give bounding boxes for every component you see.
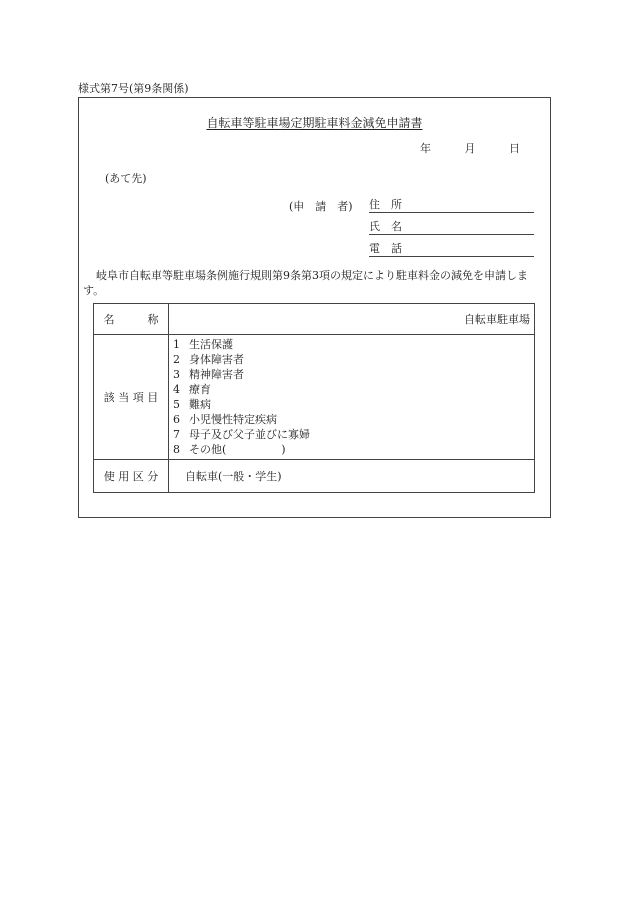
usage-category-value[interactable]: 自転車(一般・学生) [169, 460, 535, 493]
list-item[interactable]: 1 生活保護 [173, 338, 233, 351]
list-item[interactable]: 8 その他( ) [173, 443, 286, 456]
phone-label: 電 話 [369, 242, 402, 255]
usage-category-label: 使 用 区 分 [94, 460, 169, 493]
address-field[interactable] [369, 196, 534, 213]
date-line [420, 140, 520, 156]
form-title-text: 自転車等駐車場定期駐車料金減免申請書 [206, 116, 423, 130]
facility-name-row [94, 304, 535, 335]
facility-name-value: 自転車駐車場 [169, 304, 535, 335]
list-item[interactable]: 7 母子及び父子並びに寡婦 [173, 428, 310, 441]
name-label: 氏 名 [369, 220, 402, 233]
usage-category-row [94, 460, 535, 493]
list-item[interactable]: 2 身体障害者 [173, 353, 244, 366]
application-statement: 岐阜市自転車等駐車場条例施行規則第9条第3項の規定により駐車料金の減免を申請します。 [83, 269, 528, 297]
applicable-items-row [94, 335, 535, 460]
date-month: 月 [464, 142, 476, 155]
applicable-items-label: 該 当 項 目 [94, 335, 169, 460]
phone-field[interactable] [369, 240, 534, 257]
applicable-items-list [169, 335, 534, 459]
form-table [93, 303, 535, 493]
list-item[interactable]: 4 療育 [173, 383, 211, 396]
applicable-items-cell [169, 335, 535, 460]
date-day: 日 [509, 142, 520, 155]
addressee: (あて先) [105, 172, 147, 185]
form-number: 様式第7号(第9条関係) [78, 82, 189, 95]
form-title [79, 114, 550, 131]
list-item[interactable]: 6 小児慢性特定疾病 [173, 413, 277, 426]
date-year: 年 [420, 142, 431, 155]
application-form [78, 97, 551, 518]
facility-name-label: 名 称 [94, 304, 169, 335]
name-field[interactable] [369, 218, 534, 235]
list-item[interactable]: 3 精神障害者 [173, 368, 244, 381]
list-item[interactable]: 5 難病 [173, 398, 211, 411]
applicant-label: (申 請 者) [289, 200, 353, 213]
address-label: 住 所 [369, 198, 402, 211]
